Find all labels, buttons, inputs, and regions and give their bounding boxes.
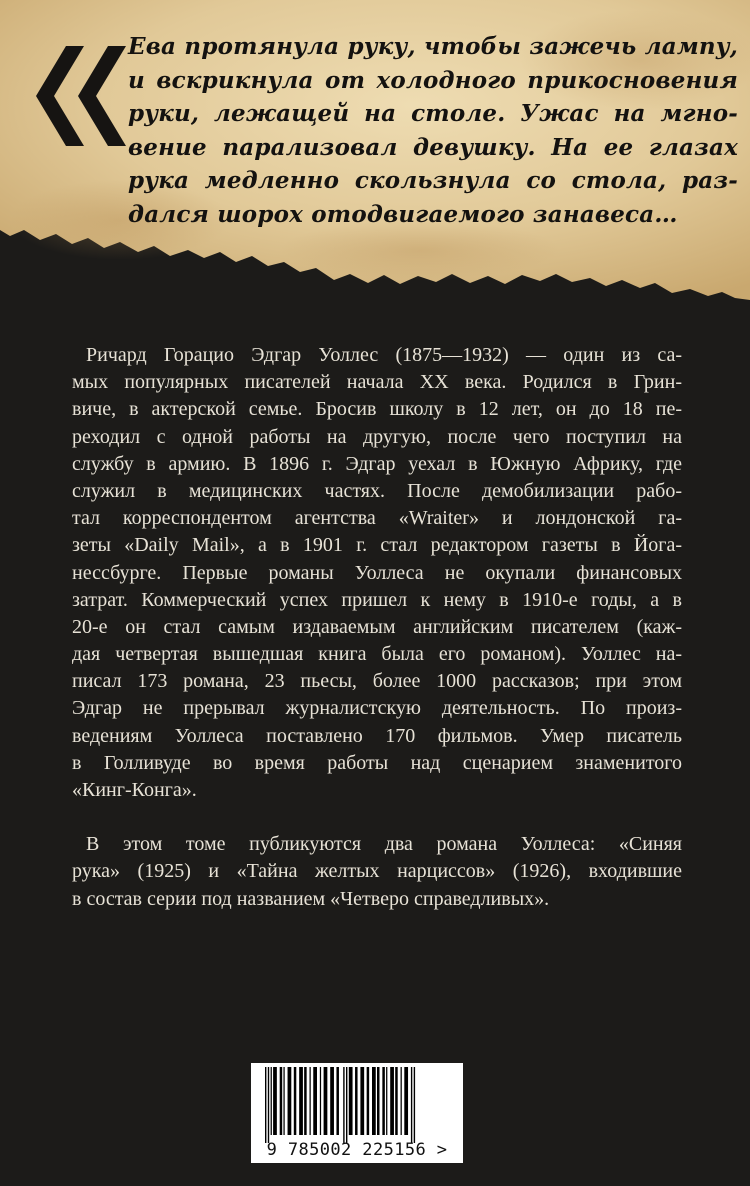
quiet-zone-mark: > [436,1140,448,1160]
barcode-bar [330,1067,334,1135]
barcode-bar [372,1067,376,1135]
barcode-bar [288,1067,292,1135]
quote-line: руки, лежащей на столе. Ужас на мгно- [128,100,738,128]
quote-line: рука медленно скользнула со стола, раз- [128,167,738,195]
text-line: виче, в актерской семье. Бросив школу в 12 лет, он до 18 пе- [72,398,682,421]
text-line: дая четвертая вышедшая книга была его романом). Уоллес на- [72,643,682,666]
text-line: затрат. Коммерческий успех пришел к нему в 1910-е годы, а в [72,588,682,611]
text-line: В этом томе публикуются два романа Уоллеса: «Синяя [86,833,682,856]
barcode-bar [395,1067,398,1135]
paragraph-author-bio [72,342,682,804]
barcode-bar [320,1067,321,1135]
author-description [72,342,682,913]
barcode-bar [336,1067,339,1135]
text-line: рука» (1925) и «Тайна желтых нарциссов» (1926), входившие [72,860,682,883]
text-line: мых популярных писателей начала XX века. Родился в Грин- [72,371,682,394]
barcode-bar [346,1067,347,1143]
text-line: Эдгар не прерывал журналистскую деятельность. По произ- [72,697,682,720]
barcode-bar [271,1067,272,1135]
excerpt-quote [128,30,738,232]
text-line: службу в армию. В 1896 г. Эдгар уехал в Южную Африку, где [72,452,682,475]
text-line: в состав серии под названием «Четверо справедливых». [72,887,550,910]
barcode-bar [324,1067,328,1135]
barcode-bar [377,1067,380,1135]
barcode-bar [382,1067,385,1135]
barcode-bar [268,1067,269,1143]
barcode-bar [294,1067,297,1135]
text-line: «Кинг-Конга». [72,779,197,801]
quote-line: дался шорох отодвигаемого занавеса… [128,200,678,228]
barcode-bar [313,1067,317,1135]
quote-line: и вскрикнула от холодного прикосновения [128,66,738,94]
text-line: реходил с одной работы на другую, после чего поступил на [72,425,682,448]
barcode-bar [414,1067,415,1143]
barcode-bar [390,1067,394,1135]
barcode-bar [360,1067,364,1135]
paragraph-volume-contents [72,831,682,913]
barcode-bar [280,1067,283,1135]
guillemet-left-icon [26,36,136,156]
barcode-bar [273,1067,277,1135]
quote-line: Ева протянула руку, чтобы зажечь лампу, [128,33,738,60]
text-line: нессбурге. Первые романы Уоллеса не окупали финансовых [72,561,682,584]
text-line: писал 173 романа, 23 пьесы, более 1000 рассказов; при этом [72,670,682,693]
barcode-bar [404,1067,408,1135]
quote-line: вение парализовал девушку. На ее глазах [128,133,738,161]
barcode-bar [304,1067,307,1135]
barcode-bar [386,1067,387,1135]
barcode-bar [343,1067,344,1143]
barcode-bar [355,1067,358,1135]
isbn-barcode [251,1063,463,1163]
barcode-bar [349,1067,353,1135]
text-line: ведениям Уоллеса поставлено 170 фильмов. Умер писатель [72,724,682,747]
text-line: 20-е он стал самым издаваемым английским писателем (каж- [72,615,682,638]
text-line: Ричард Горацио Эдгар Уоллес (1875—1932) — один из са- [86,344,682,366]
text-line: зеты «Daily Mail», а в 1901 г. стал редактором газеты в Йога- [72,534,682,557]
barcode-bar [367,1067,370,1135]
barcode-bar [411,1067,412,1143]
text-line: тал корреспондентом агентства «Wraiter» и лондонской га- [72,507,682,530]
text-line: служил в медицинских частях. После демобилизации рабо- [72,479,682,502]
text-line: в Голливуде во время работы над сценарием знаменитого [72,751,682,774]
barcode-bar [265,1067,266,1143]
isbn-digits: 9 785002 225156 [266,1140,427,1160]
barcode-bar [283,1067,284,1135]
barcode-bar [401,1067,402,1135]
barcode-bar [299,1067,303,1135]
isbn-number [251,1140,463,1160]
barcode-bar [310,1067,311,1135]
